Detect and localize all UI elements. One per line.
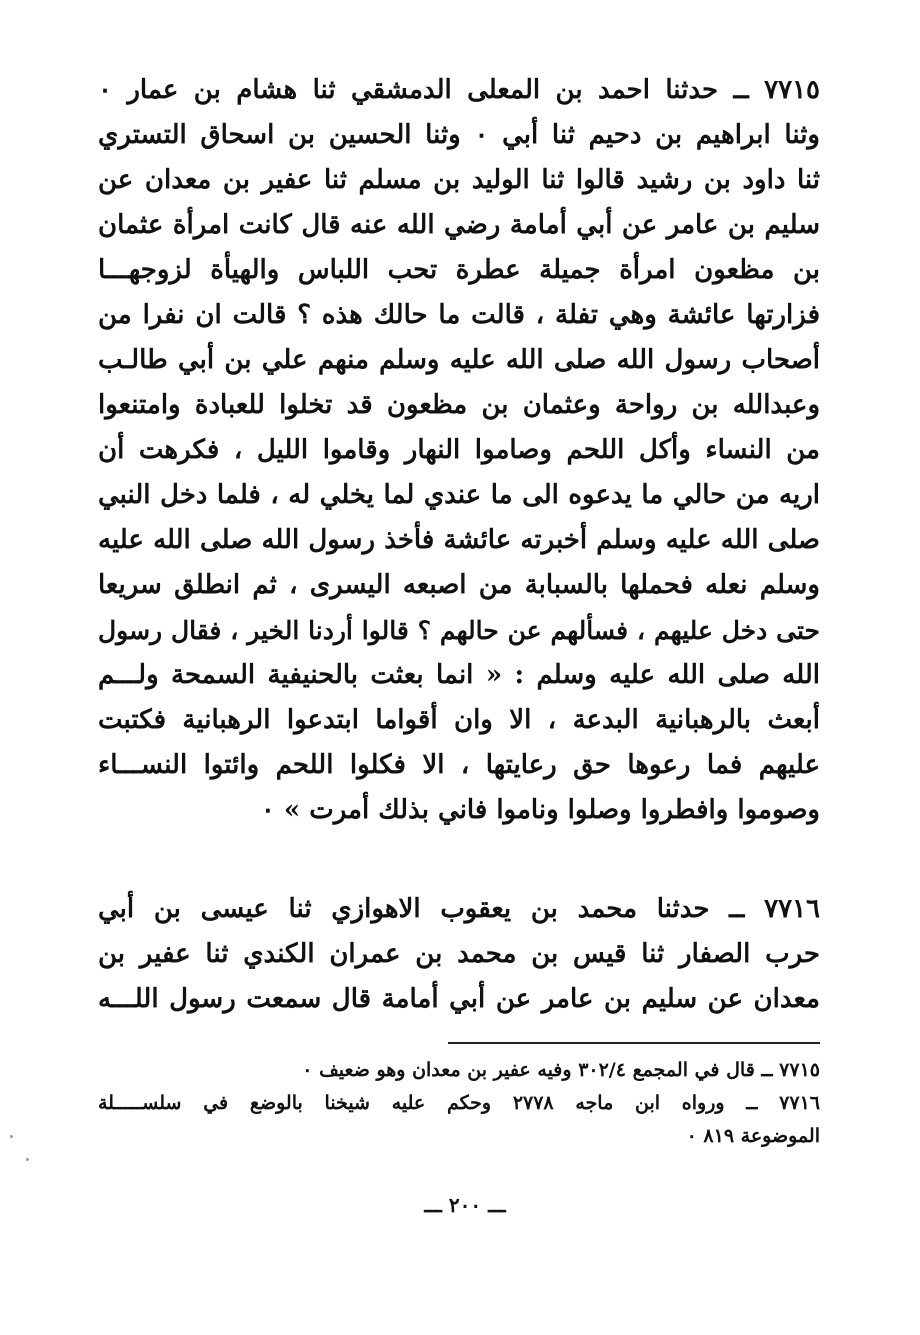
- text-line: ثنا داود بن رشيد قالوا ثنا الوليد بن مسلم ثنا عفير بن معدان عن: [98, 165, 820, 195]
- scan-speck: [26, 1158, 29, 1161]
- text-line: صلى الله عليه وسلم أخبرته عائشة فأخذ رسول الله صلى الله عليه: [98, 525, 820, 555]
- hadith-7716-text: [98, 887, 820, 1022]
- text-line: سليم بن عامر عن أبي أمامة رضي الله عنه قال كانت امرأة عثمان: [98, 210, 820, 240]
- footnote-divider: [448, 1042, 820, 1044]
- footnotes: [98, 1054, 820, 1153]
- text-line: حتى دخل عليهم ، فسألهم عن حالهم ؟ قالوا أردنا الخير ، فقال رسول: [98, 616, 820, 645]
- footnote-7716-continuation: الموضوعة ٨١٩ ٠: [686, 1125, 820, 1147]
- text-line: بن مظعون امرأة جميلة عطرة تحب اللباس والهيأة لزوجهـــا: [98, 255, 820, 285]
- text-line: من النساء وأكل اللحم وصاموا النهار وقاموا الليل ، فكرهت أن: [98, 435, 820, 465]
- scan-speck: [10, 1135, 13, 1138]
- text-line: عليهم فما رعوها حق رعايتها ، الا فكلوا اللحم وائتوا النســـاء: [98, 750, 820, 780]
- footnote-7716: ٧٧١٦ ــ ورواه ابن ماجه ٢٧٧٨ وحكم عليه شيخنا بالوضع في سلســـــلة: [98, 1092, 820, 1114]
- text-line: أصحاب رسول الله صلى الله عليه وسلم منهم علي بن أبي طالـب: [98, 345, 820, 375]
- text-line: اريه من حالي ما يدعوه الى ما عندي لما يخلي له ، فلما دخل النبي: [98, 480, 820, 510]
- text-line: حرب الصفار ثنا قيس بن محمد بن عمران الكندي ثنا عفير بن: [98, 939, 820, 969]
- text-line: أبعث بالرهبانية البدعة ، الا وان أقواما ابتدعوا الرهبانية فكتبت: [98, 705, 820, 735]
- text-line: فزارتها عائشة وهي تفلة ، قالت ما حالك هذه ؟ قالت ان نفرا من: [98, 300, 820, 330]
- text-line: وسلم نعله فحملها بالسبابة من اصبعه اليسرى ، ثم انطلق سريعا: [98, 570, 820, 600]
- text-line: وعبدالله بن رواحة وعثمان بن مظعون قد تخلوا للعبادة وامتنعوا: [98, 390, 820, 420]
- text-line: وثنا ابراهيم بن دحيم ثنا أبي ٠ وثنا الحسين بن اسحاق التستري: [98, 120, 820, 150]
- text-line: ٧٧١٥ ــ حدثنا احمد بن المعلى الدمشقي ثنا هشام بن عمار ٠: [98, 75, 820, 105]
- page-number: ـــ ٢٠٠ ـــ: [424, 1193, 506, 1217]
- text-line: الله صلى الله عليه وسلم : « انما بعثت بالحنيفية السمحة ولـــم: [98, 660, 820, 690]
- text-line: وصوموا وافطروا وصلوا وناموا فاني بذلك أمرت » ٠: [260, 795, 820, 825]
- text-line: معدان عن سليم بن عامر عن أبي أمامة قال سمعت رسول اللـــه: [98, 984, 820, 1014]
- hadith-7715-text: [98, 68, 820, 833]
- text-line: ٧٧١٦ ــ حدثنا محمد بن يعقوب الاهوازي ثنا عيسى بن أبي: [98, 894, 820, 924]
- footnote-7715: ٧٧١٥ ــ قال في المجمع ٣٠٢/٤ وفيه عفير بن معدان وهو ضعيف ٠: [302, 1059, 820, 1081]
